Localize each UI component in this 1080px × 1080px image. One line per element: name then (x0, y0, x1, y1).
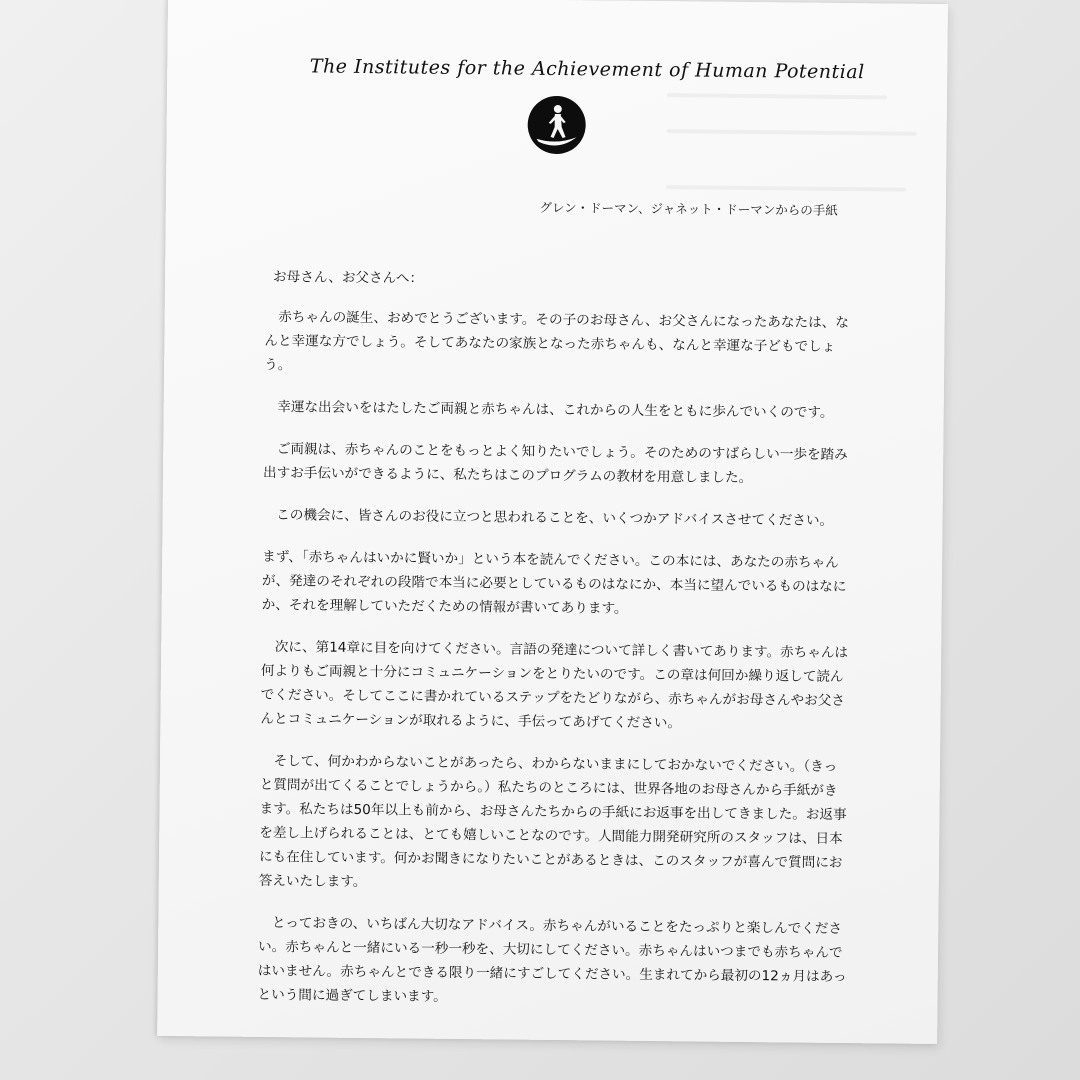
letter-paragraph: ご両親は、赤ちゃんのことをもっとよく知りたいでしょう。そのためのすばらしい一歩を踏み出すお手伝いができるように、私たちはこのプログラムの教材を用意しました。 (262, 441, 848, 487)
show-through-mark (667, 129, 917, 136)
institute-title: The Institutes for the Achievement of Human Potential (309, 55, 865, 84)
letter-paragraph: この機会に、皆さんのお役に立つと思われることを、いくつかアドバイスさせてください。 (276, 507, 834, 529)
letter-paragraph: 次に、第14章に目を向けてください。言語の発達について詳しく書いてあります。赤ちゃんは何よりもご両親と十分にコミュニケーションをとりたいのです。この章は何回か繰り返して読んでください。そしてここに書かれているステップをたどりながら、赤ちゃんがお母さんやお父さんとコミュニケーションが取れるように、手伝ってあげてください。 (260, 639, 849, 732)
letter-paragraph: まず、「赤ちゃんはいかに賢いか」という本を読んでください。この本には、あなたの赤ちゃんが、発達のそれぞれの段階で本当に必要としているものはなにか、本当に望んでいるものはなにか、それを理解していただくための情報が書いてあります。 (261, 548, 847, 617)
letter-paragraph: とっておきの、いちばん大切なアドバイス。赤ちゃんがいることをたっぷりと楽しんでください。赤ちゃんと一緒にいる一秒一秒を、大切にしてください。赤ちゃんはいつまでも赤ちゃんではいません。赤ちゃんとできる限り一緒にすごしてください。生まれてから最初の12ヵ月はあっという間に過ぎてしまいます。 (257, 915, 847, 1005)
letter-paragraph: 赤ちゃんの誕生、おめでとうございます。その子のお母さん、お父さんになったあなたは、なんと幸運な方でしょう。そしてあなたの家族となった赤ちゃんも、なんと幸運な子どもでしょう。 (264, 309, 849, 374)
show-through-mark (666, 185, 906, 192)
salutation: お母さん、お父さんへ： (272, 269, 424, 287)
letter-paragraph: そして、何かわからないことがあったら、わからないままにしておかないでください。（きっと質問が出てくることでしょうから。）私たちのところには、世界各地のお母さんから手紙がきます。私たちは50年以上も前から、お母さんたちからの手紙にお返事を出してきました。お返事を差し上げられることは、とても嬉しいことなのです。人間能力開発研究所のスタッフは、日本にも在住しています。何かお聞きになりたいことがあるときは、このスタッフが喜んで質問にお答えいたします。 (258, 753, 847, 891)
letter-body (257, 265, 855, 1031)
walking-child-logo-icon (526, 95, 587, 156)
show-through-mark (667, 93, 887, 99)
letter-sheet (157, 0, 948, 1044)
letter-signature: グレン・ドーマン、ジャネット・ドーマンからの手紙 (539, 199, 838, 218)
letter-paragraph: 幸運な出会いをはたしたご両親と赤ちゃんは、これからの人生をともに歩んでいくのです。 (277, 399, 834, 421)
